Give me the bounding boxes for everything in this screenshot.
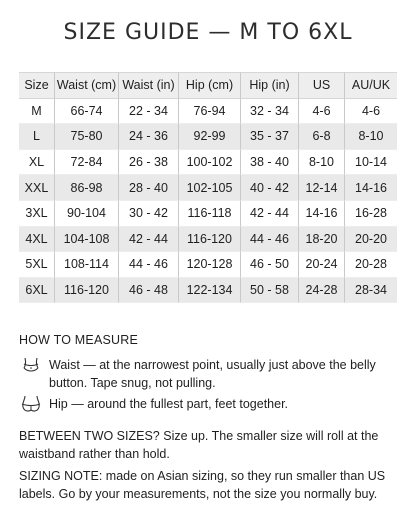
table-cell: 28-34 bbox=[345, 278, 397, 304]
column-header: AU/UK bbox=[345, 72, 397, 99]
size-table bbox=[19, 72, 397, 303]
sizing-note: SIZING NOTE: made on Asian sizing, so they run smaller than US labels. Go by your measurements, not the size you normally buy. bbox=[19, 469, 386, 501]
column-header: US bbox=[299, 72, 345, 99]
table-cell: 42 - 44 bbox=[241, 201, 299, 227]
table-cell: 46 - 48 bbox=[119, 278, 179, 304]
hip-instruction-text: Hip — around the fullest part, feet together. bbox=[49, 397, 289, 411]
table-cell: 102-105 bbox=[179, 175, 241, 201]
table-cell: 18-20 bbox=[299, 227, 345, 253]
table-cell: 86-98 bbox=[55, 175, 119, 201]
table-cell: 90-104 bbox=[55, 201, 119, 227]
table-cell: 4-6 bbox=[299, 99, 345, 125]
table-cell: 72-84 bbox=[55, 150, 119, 176]
table-row bbox=[19, 150, 397, 176]
table-cell: 40 - 42 bbox=[241, 175, 299, 201]
table-cell: 44 - 46 bbox=[119, 252, 179, 278]
table-cell: 100-102 bbox=[179, 150, 241, 176]
table-row bbox=[19, 124, 397, 150]
page-title: SIZE GUIDE — M TO 6XL bbox=[63, 20, 353, 45]
table-cell: 122-134 bbox=[179, 278, 241, 304]
table-cell: 22 - 34 bbox=[119, 99, 179, 125]
table-cell: 10-14 bbox=[345, 150, 397, 176]
table-cell: 66-74 bbox=[55, 99, 119, 125]
table-header-row bbox=[19, 72, 397, 99]
table-cell: 32 - 34 bbox=[241, 99, 299, 125]
table-cell: 46 - 50 bbox=[241, 252, 299, 278]
table-cell: 42 - 44 bbox=[119, 227, 179, 253]
between-sizes-note: BETWEEN TWO SIZES? Size up. The smaller size will roll at the waistband rather than hold. bbox=[19, 429, 379, 461]
table-cell: 20-24 bbox=[299, 252, 345, 278]
table-cell: 28 - 40 bbox=[119, 175, 179, 201]
table-cell: 120-128 bbox=[179, 252, 241, 278]
table-cell: 76-94 bbox=[179, 99, 241, 125]
table-cell: 14-16 bbox=[299, 201, 345, 227]
table-cell: 92-99 bbox=[179, 124, 241, 150]
table-cell: 4-6 bbox=[345, 99, 397, 125]
size-cell: 3XL bbox=[19, 201, 55, 227]
table-cell: 20-28 bbox=[345, 252, 397, 278]
table-cell: 104-108 bbox=[55, 227, 119, 253]
size-cell: L bbox=[19, 124, 55, 150]
table-cell: 44 - 46 bbox=[241, 227, 299, 253]
table-cell: 38 - 40 bbox=[241, 150, 299, 176]
table-cell: 35 - 37 bbox=[241, 124, 299, 150]
table-cell: 12-14 bbox=[299, 175, 345, 201]
hip-icon bbox=[19, 395, 43, 415]
size-cell: 4XL bbox=[19, 227, 55, 253]
table-body bbox=[19, 99, 397, 304]
table-row bbox=[19, 201, 397, 227]
table-cell: 26 - 38 bbox=[119, 150, 179, 176]
table-cell: 24-28 bbox=[299, 278, 345, 304]
size-cell: 5XL bbox=[19, 252, 55, 278]
size-cell: M bbox=[19, 99, 55, 125]
table-row bbox=[19, 252, 397, 278]
table-cell: 14-16 bbox=[345, 175, 397, 201]
column-header: Waist (cm) bbox=[55, 72, 119, 99]
column-header: Waist (in) bbox=[119, 72, 179, 99]
column-header: Hip (in) bbox=[241, 72, 299, 99]
table-cell: 6-8 bbox=[299, 124, 345, 150]
table-cell: 50 - 58 bbox=[241, 278, 299, 304]
table-cell: 16-28 bbox=[345, 201, 397, 227]
waist-icon bbox=[19, 356, 43, 376]
how-to-measure-heading: HOW TO MEASURE bbox=[19, 333, 139, 347]
table-cell: 116-118 bbox=[179, 201, 241, 227]
column-header: Size bbox=[19, 72, 55, 99]
column-header: Hip (cm) bbox=[179, 72, 241, 99]
table-cell: 108-114 bbox=[55, 252, 119, 278]
table-row bbox=[19, 99, 397, 125]
table-cell: 24 - 36 bbox=[119, 124, 179, 150]
table-cell: 20-20 bbox=[345, 227, 397, 253]
table-row bbox=[19, 278, 397, 304]
table-cell: 116-120 bbox=[179, 227, 241, 253]
waist-instruction-text: Waist — at the narrowest point, usually just above the belly button. Tape snug, not pulling. bbox=[49, 358, 376, 390]
table-cell: 116-120 bbox=[55, 278, 119, 304]
size-cell: 6XL bbox=[19, 278, 55, 304]
table-cell: 8-10 bbox=[345, 124, 397, 150]
table-cell: 8-10 bbox=[299, 150, 345, 176]
size-cell: XL bbox=[19, 150, 55, 176]
table-cell: 30 - 42 bbox=[119, 201, 179, 227]
table-row bbox=[19, 227, 397, 253]
table-row bbox=[19, 175, 397, 201]
size-cell: XXL bbox=[19, 175, 55, 201]
table-cell: 75-80 bbox=[55, 124, 119, 150]
